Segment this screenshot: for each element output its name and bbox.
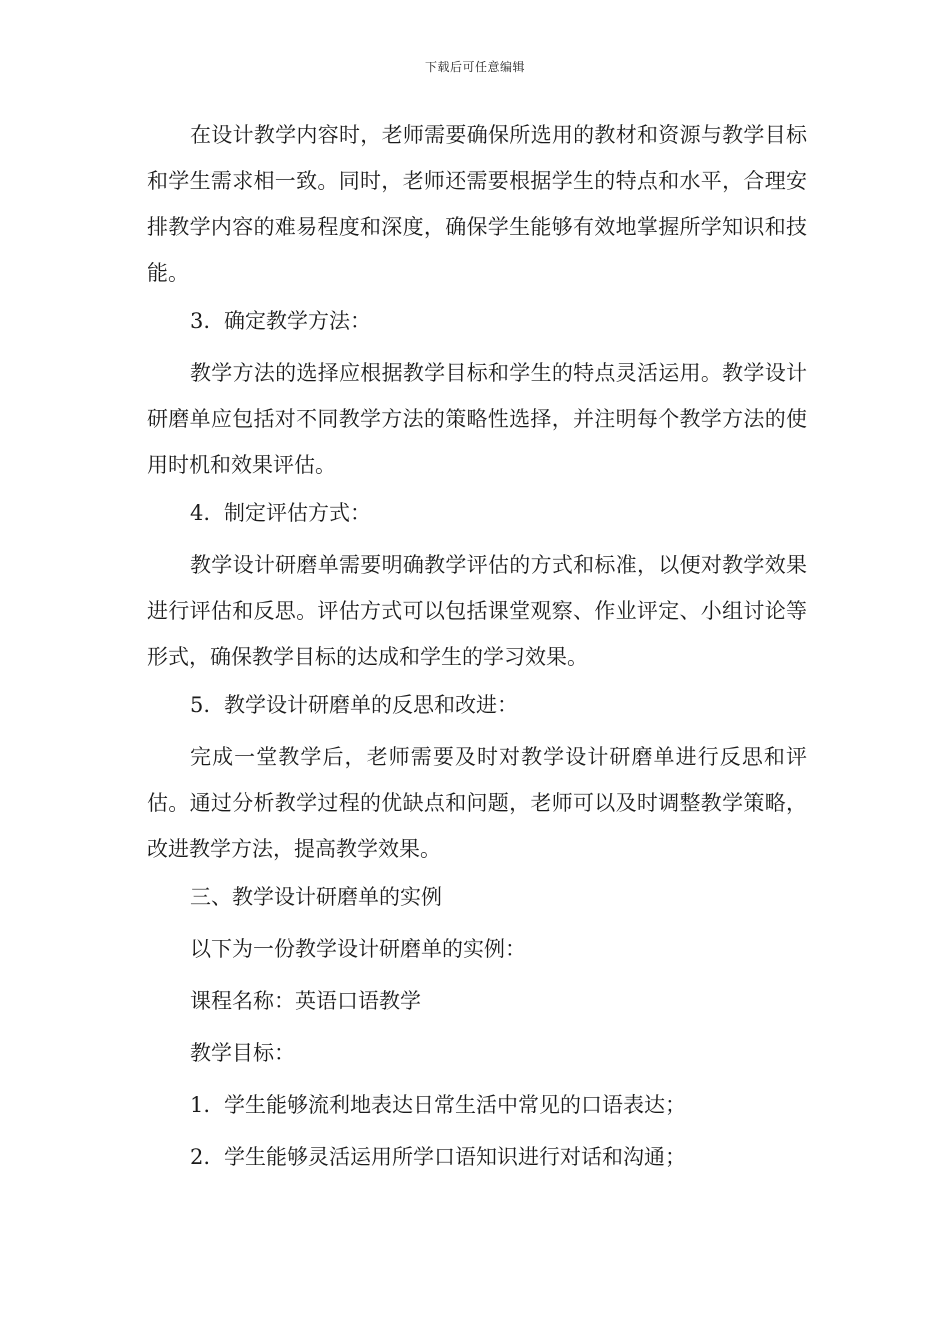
- heading-assessment: [147, 490, 807, 536]
- item-number: 4.: [190, 501, 211, 525]
- paragraph-assessment: 教学设计研磨单需要明确教学评估的方式和标准，以便对教学效果进行评估和反思。评估方式可以包括课堂观察、作业评定、小组讨论等形式，确保教学目标的达成和学生的学习效果。: [147, 553, 807, 669]
- intro-line: 以下为一份教学设计研磨单的实例：: [190, 937, 526, 961]
- heading-teaching-method: [147, 298, 807, 344]
- item-number: 2.: [190, 1145, 211, 1169]
- item-number: 1.: [190, 1093, 211, 1117]
- objectives-label: 教学目标：: [190, 1041, 295, 1065]
- course-name-line: 课程名称：英语口语教学: [190, 989, 421, 1013]
- paragraph-teaching-method: 教学方法的选择应根据教学目标和学生的特点灵活运用。教学设计研磨单应包括对不同教学方法的策略性选择，并注明每个教学方法的使用时机和效果评估。: [147, 361, 807, 477]
- item-number: 5.: [190, 693, 211, 717]
- section-heading-example: 三、教学设计研磨单的实例: [190, 885, 442, 909]
- item-text: 学生能够灵活运用所学口语知识进行对话和沟通；: [224, 1145, 686, 1169]
- item-text: 学生能够流利地表达日常生活中常见的口语表达；: [224, 1093, 686, 1117]
- heading-reflection: [147, 682, 807, 728]
- objective-item-1: [147, 1082, 807, 1128]
- item-text: 制定评估方式：: [224, 501, 371, 525]
- paragraph-content-design: 在设计教学内容时，老师需要确保所选用的教材和资源与教学目标和学生需求相一致。同时，老师还需要根据学生的特点和水平，合理安排教学内容的难易程度和深度，确保学生能够有效地掌握所学知识和技能。: [147, 123, 807, 285]
- paragraph-reflection: 完成一堂教学后，老师需要及时对教学设计研磨单进行反思和评估。通过分析教学过程的优缺点和问题，老师可以及时调整教学策略，改进教学方法，提高教学效果。: [147, 745, 807, 861]
- item-text: 教学设计研磨单的反思和改进：: [224, 693, 518, 717]
- item-text: 确定教学方法：: [224, 309, 371, 333]
- page-header: 下载后可任意编辑: [424, 60, 525, 74]
- objective-item-2: [147, 1134, 807, 1180]
- item-number: 3.: [190, 309, 211, 333]
- document-body: [147, 112, 807, 1186]
